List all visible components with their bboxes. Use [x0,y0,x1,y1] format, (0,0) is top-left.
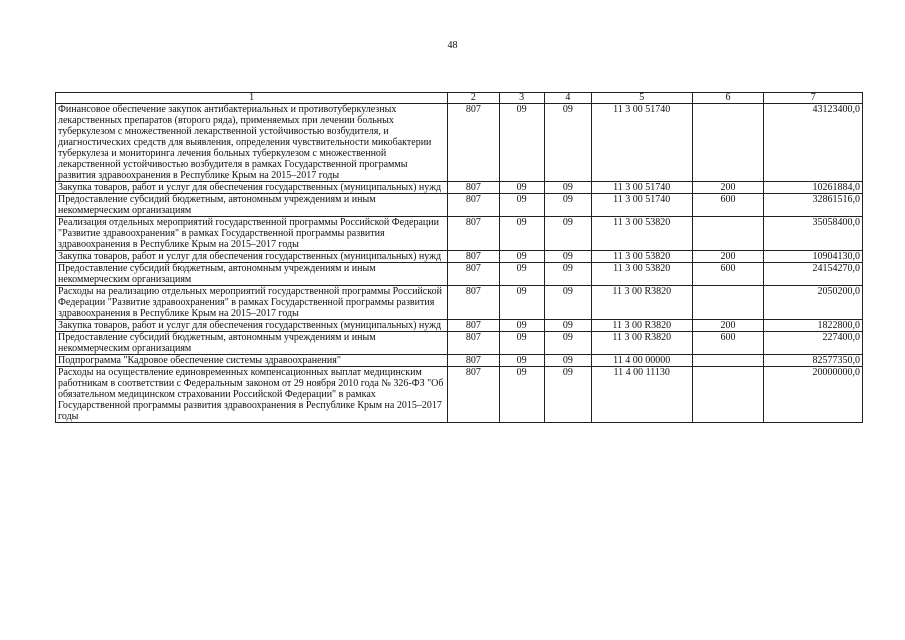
row-ministry-code: 807 [448,320,499,332]
row-target-code: 11 3 00 53820 [591,263,692,286]
row-section-code: 09 [499,194,544,217]
row-name: Предоставление субсидий бюджетным, автономным учреждениям и иным некоммерческим организациям [56,263,448,286]
row-section-code: 09 [499,355,544,367]
row-ministry-code: 807 [448,263,499,286]
table-row [56,355,863,367]
header-col-5: 5 [591,93,692,104]
row-subsection-code: 09 [544,355,591,367]
row-name: Предоставление субсидий бюджетным, автономным учреждениям и иным некоммерческим организациям [56,194,448,217]
table-row [56,286,863,320]
row-subsection-code: 09 [544,182,591,194]
header-col-7: 7 [764,93,863,104]
row-amount: 227400,0 [764,332,863,355]
row-target-code: 11 4 00 00000 [591,355,692,367]
row-subsection-code: 09 [544,263,591,286]
row-section-code: 09 [499,263,544,286]
row-expense-type [692,367,764,423]
row-amount: 2050200,0 [764,286,863,320]
row-expense-type: 600 [692,332,764,355]
row-expense-type [692,104,764,182]
row-amount: 1822800,0 [764,320,863,332]
row-ministry-code: 807 [448,367,499,423]
row-amount: 43123400,0 [764,104,863,182]
row-expense-type: 200 [692,320,764,332]
row-expense-type: 200 [692,251,764,263]
row-target-code: 11 3 00 R3820 [591,286,692,320]
row-amount: 20000000,0 [764,367,863,423]
budget-table [55,92,863,423]
row-target-code: 11 3 00 R3820 [591,332,692,355]
row-amount: 32861516,0 [764,194,863,217]
row-subsection-code: 09 [544,251,591,263]
row-section-code: 09 [499,332,544,355]
table-row [56,320,863,332]
row-section-code: 09 [499,367,544,423]
row-section-code: 09 [499,182,544,194]
row-name: Расходы на реализацию отдельных мероприятий государственной программы Российской Федерации "Развитие здравоохранения" в рамках Государственной программы развития здравоохранения в Республике Крым на 2015–2017 годы [56,286,448,320]
row-ministry-code: 807 [448,355,499,367]
row-section-code: 09 [499,217,544,251]
row-target-code: 11 3 00 53820 [591,251,692,263]
table-row [56,263,863,286]
row-expense-type: 600 [692,194,764,217]
table-row [56,194,863,217]
row-ministry-code: 807 [448,182,499,194]
row-expense-type: 200 [692,182,764,194]
row-name: Закупка товаров, работ и услуг для обеспечения государственных (муниципальных) нужд [56,182,448,194]
row-section-code: 09 [499,104,544,182]
row-subsection-code: 09 [544,332,591,355]
table-row [56,367,863,423]
header-col-4: 4 [544,93,591,104]
row-name: Закупка товаров, работ и услуг для обеспечения государственных (муниципальных) нужд [56,320,448,332]
row-ministry-code: 807 [448,104,499,182]
row-expense-type [692,286,764,320]
row-target-code: 11 3 00 51740 [591,104,692,182]
row-expense-type [692,217,764,251]
row-ministry-code: 807 [448,251,499,263]
row-subsection-code: 09 [544,217,591,251]
row-amount: 10904130,0 [764,251,863,263]
row-name: Реализация отдельных мероприятий государственной программы Российской Федерации "Развитие здравоохранения" в рамках Государственной программы развития здравоохранения в Республике Крым на 2015–2017 годы [56,217,448,251]
row-section-code: 09 [499,286,544,320]
header-col-3: 3 [499,93,544,104]
row-name: Подпрограмма "Кадровое обеспечение системы здравоохранения" [56,355,448,367]
row-name: Предоставление субсидий бюджетным, автономным учреждениям и иным некоммерческим организациям [56,332,448,355]
header-row [56,93,863,104]
row-target-code: 11 3 00 51740 [591,194,692,217]
row-name: Финансовое обеспечение закупок антибактериальных и противотуберкулезных лекарственных препаратов (второго ряда), применяемых при лечении больных туберкулезом с множественной лекарственной устойчивостью возбудителя, и диагностических средств для выявления, определения чувствительности микобактерии туберкулеза и мониторинга лечения больных туберкулезом с множественной лекарственной устойчивостью возбудителя в рамках Государственной программы развития здравоохранения в Республике Крым на 2015–2017 годы [56,104,448,182]
row-subsection-code: 09 [544,104,591,182]
row-expense-type [692,355,764,367]
row-ministry-code: 807 [448,332,499,355]
table-row [56,217,863,251]
row-target-code: 11 3 00 53820 [591,217,692,251]
header-col-6: 6 [692,93,764,104]
row-ministry-code: 807 [448,286,499,320]
row-amount: 10261884,0 [764,182,863,194]
header-col-1: 1 [56,93,448,104]
row-target-code: 11 4 00 11130 [591,367,692,423]
row-name: Расходы на осуществление единовременных компенсационных выплат медицинским работникам в соответствии с Федеральным законом от 29 ноября 2010 года № 326-ФЗ "Об обязательном медицинском страховании Российской Федерации" в рамках Государственной программы развития здравоохранения в Республике Крым на 2015–2017 годы [56,367,448,423]
row-subsection-code: 09 [544,194,591,217]
table-row [56,332,863,355]
row-subsection-code: 09 [544,320,591,332]
table-row [56,182,863,194]
row-target-code: 11 3 00 51740 [591,182,692,194]
page-number: 48 [447,40,458,51]
row-subsection-code: 09 [544,286,591,320]
header-col-2: 2 [448,93,499,104]
row-ministry-code: 807 [448,217,499,251]
row-expense-type: 600 [692,263,764,286]
row-section-code: 09 [499,251,544,263]
row-amount: 82577350,0 [764,355,863,367]
row-subsection-code: 09 [544,367,591,423]
table-row [56,104,863,182]
row-ministry-code: 807 [448,194,499,217]
row-section-code: 09 [499,320,544,332]
row-amount: 35058400,0 [764,217,863,251]
row-target-code: 11 3 00 R3820 [591,320,692,332]
row-amount: 24154270,0 [764,263,863,286]
table-row [56,251,863,263]
row-name: Закупка товаров, работ и услуг для обеспечения государственных (муниципальных) нужд [56,251,448,263]
